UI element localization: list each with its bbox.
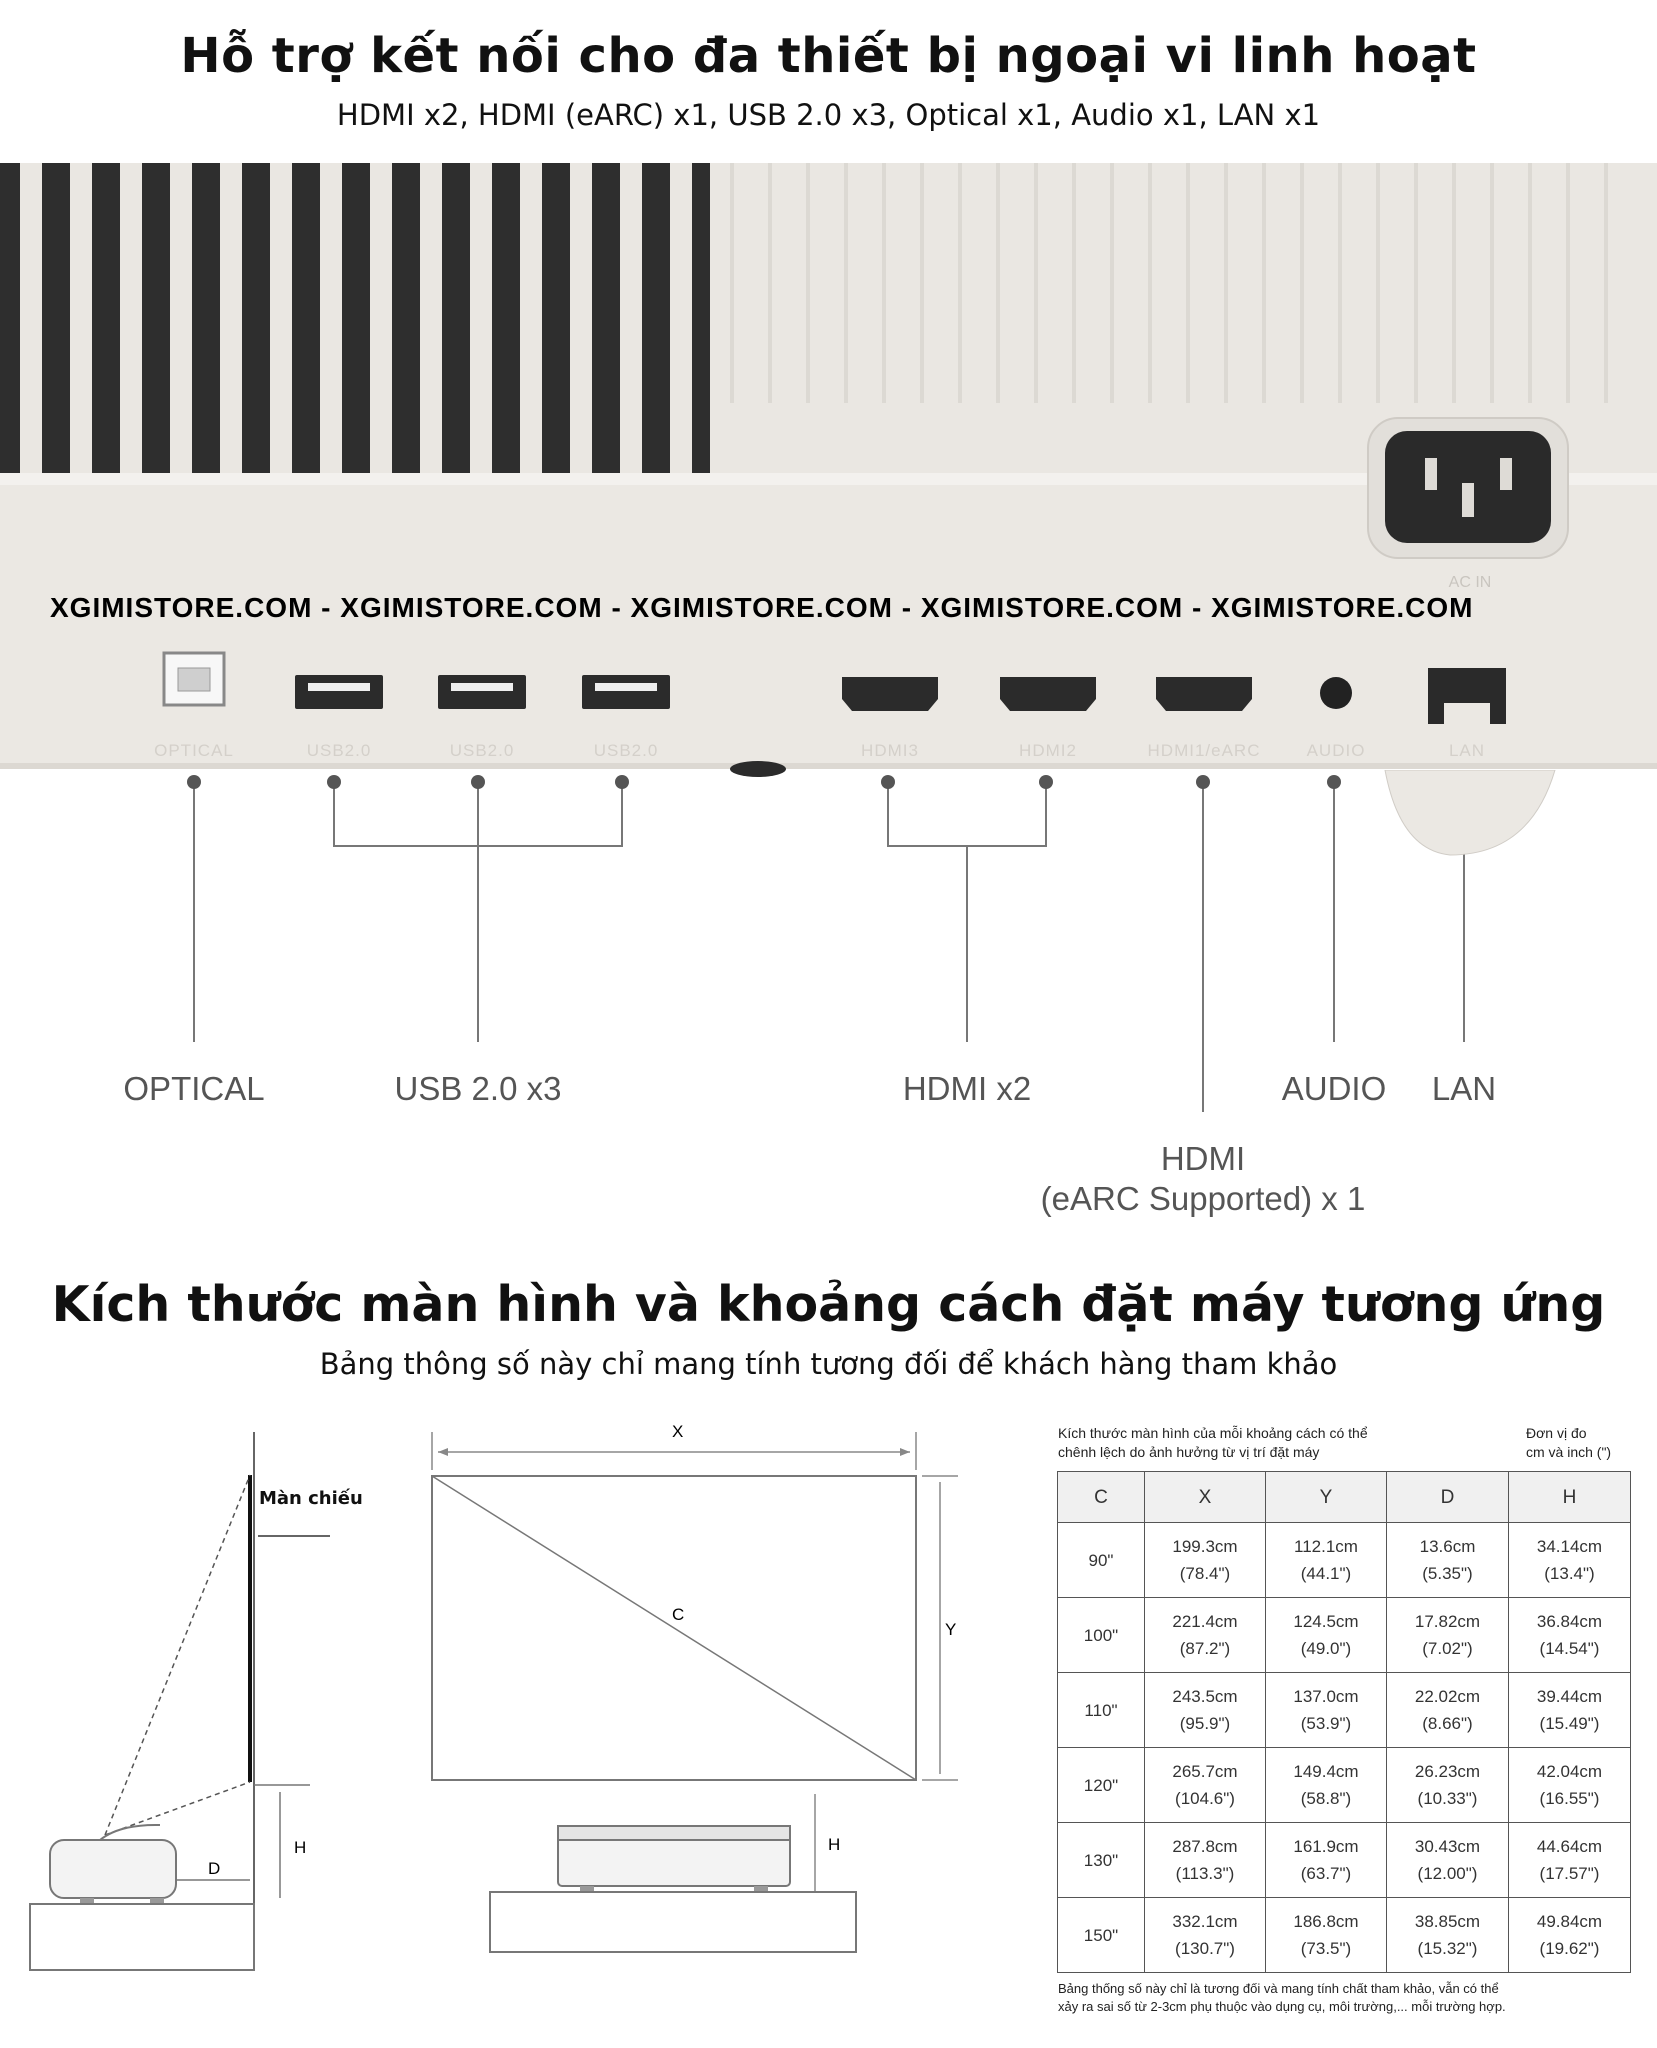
d-label: D [208,1859,221,1878]
h-label: H [294,1838,307,1857]
port-label: LAN [1448,741,1486,760]
table-cell: 287.8cm (113.3") [1145,1823,1266,1898]
table-cell: 100" [1058,1598,1145,1673]
port-label: USB2.0 [593,741,659,760]
ac-inlet [1368,418,1568,558]
table-cell: 42.04cm (16.55") [1509,1748,1631,1823]
screen-label: Màn chiếu [259,1488,363,1509]
side-view-diagram [0,1420,400,1980]
table-cell: 130" [1058,1823,1145,1898]
label-hdmi-earc-line2: (eARC Supported) x 1 [1040,1180,1366,1217]
table-row [1058,1823,1631,1898]
table-surface-front [490,1892,856,1952]
table-header: H [1509,1472,1631,1523]
table-cell: 221.4cm (87.2") [1145,1598,1266,1673]
page-subtitle: HDMI x2, HDMI (eARC) x1, USB 2.0 x3, Optical x1, Audio x1, LAN x1 [336,98,1321,132]
page-title: Hỗ trợ kết nối cho đa thiết bị ngoại vi linh hoạt [180,28,1477,84]
projector-side [50,1840,176,1898]
table-cell: 39.44cm (15.49") [1509,1673,1631,1748]
x-label: X [672,1422,684,1441]
table-cell: 26.23cm (10.33") [1387,1748,1509,1823]
section-subtitle: Bảng thông số này chỉ mang tính tương đối để khách hàng tham khảo [319,1347,1338,1381]
dark-vents [0,163,710,473]
table-cell: 44.64cm (17.57") [1509,1823,1631,1898]
table-cell: 34.14cm (13.4") [1509,1523,1631,1598]
label-optical: OPTICAL [123,1070,265,1107]
c-label: C [672,1605,685,1624]
table-note-top: Kích thước màn hình của mỗi khoảng cách có thể chênh lệch do ảnh hưởng từ vị trí đặt máy [1058,1425,1368,1460]
port-label: USB2.0 [306,741,372,760]
table-row [1058,1523,1631,1598]
table-cell: 30.43cm (12.00") [1387,1823,1509,1898]
port-label: HDMI2 [1019,741,1077,760]
table-cell: 124.5cm (49.0") [1266,1598,1387,1673]
y-label: Y [945,1620,957,1639]
table-cell: 243.5cm (95.9") [1145,1673,1266,1748]
table-row [1058,1673,1631,1748]
label-hdmi-earc-line1: HDMI [1160,1140,1246,1177]
projector-back-panel [0,163,1657,795]
port-label: OPTICAL [154,741,234,760]
table-cell: 90" [1058,1523,1145,1598]
table-cell: 120" [1058,1748,1145,1823]
label-usb: USB 2.0 x3 [394,1070,562,1107]
table-cell: 186.8cm (73.5") [1266,1898,1387,1973]
table-cell: 17.82cm (7.02") [1387,1598,1509,1673]
table-row [1058,1598,1631,1673]
h-label-front: H [828,1835,841,1854]
usb-inner [308,683,657,691]
table-cell: 110" [1058,1673,1145,1748]
table-cell: 36.84cm (14.54") [1509,1598,1631,1673]
ac-in-label: AC IN [1448,574,1492,591]
table-cell: 22.02cm (8.66") [1387,1673,1509,1748]
table-cell: 265.7cm (104.6") [1145,1748,1266,1823]
section-title: Kích thước màn hình và khoảng cách đặt máy tương ứng [51,1276,1606,1333]
table-header: C [1058,1472,1145,1523]
table-cell: 112.1cm (44.1") [1266,1523,1387,1598]
port-label: HDMI3 [861,741,919,760]
unit-note: Đơn vị đo cm và inch (") [1526,1425,1612,1460]
port-label: USB2.0 [449,741,515,760]
audio-jack [1320,677,1352,709]
front-view-diagram [420,1410,980,1980]
port-label: AUDIO [1306,741,1366,760]
table-row [1058,1748,1631,1823]
table-cell: 150" [1058,1898,1145,1973]
table-header: Y [1266,1472,1387,1523]
label-audio: AUDIO [1281,1070,1387,1107]
table-row [1058,1898,1631,1973]
optical-port [164,653,224,705]
table-header: D [1387,1472,1509,1523]
table-header: X [1145,1472,1266,1523]
label-hdmi: HDMI x2 [902,1070,1032,1107]
label-lan: LAN [1431,1070,1497,1107]
table-cell: 38.85cm (15.32") [1387,1898,1509,1973]
table-cell: 332.1cm (130.7") [1145,1898,1266,1973]
spec-table [1057,1471,1631,1973]
lan-port [1428,668,1506,724]
table-surface [30,1904,254,1970]
table-cell: 149.4cm (58.8") [1266,1748,1387,1823]
watermark-text: XGIMISTORE.COM - XGIMISTORE.COM - XGIMISTORE.COM - XGIMISTORE.COM - XGIMISTORE.COM [50,592,1474,623]
table-cell: 137.0cm (53.9") [1266,1673,1387,1748]
hdmi-ports [842,677,1252,711]
table-cell: 199.3cm (78.4") [1145,1523,1266,1598]
table-cell: 161.9cm (63.7") [1266,1823,1387,1898]
table-cell: 49.84cm (19.62") [1509,1898,1631,1973]
usb-ports [295,675,670,709]
table-cell: 13.6cm (5.35") [1387,1523,1509,1598]
port-label: HDMI1/eARC [1147,741,1261,760]
table-note-bottom: Bảng thống số này chỉ là tương đối và mang tính chất tham khảo, vẫn có thể xảy ra sai số từ 2-3cm phụ thuộc vào dụng cụ, môi trường,... mỗi trường hợp. [1058,1981,1506,2014]
